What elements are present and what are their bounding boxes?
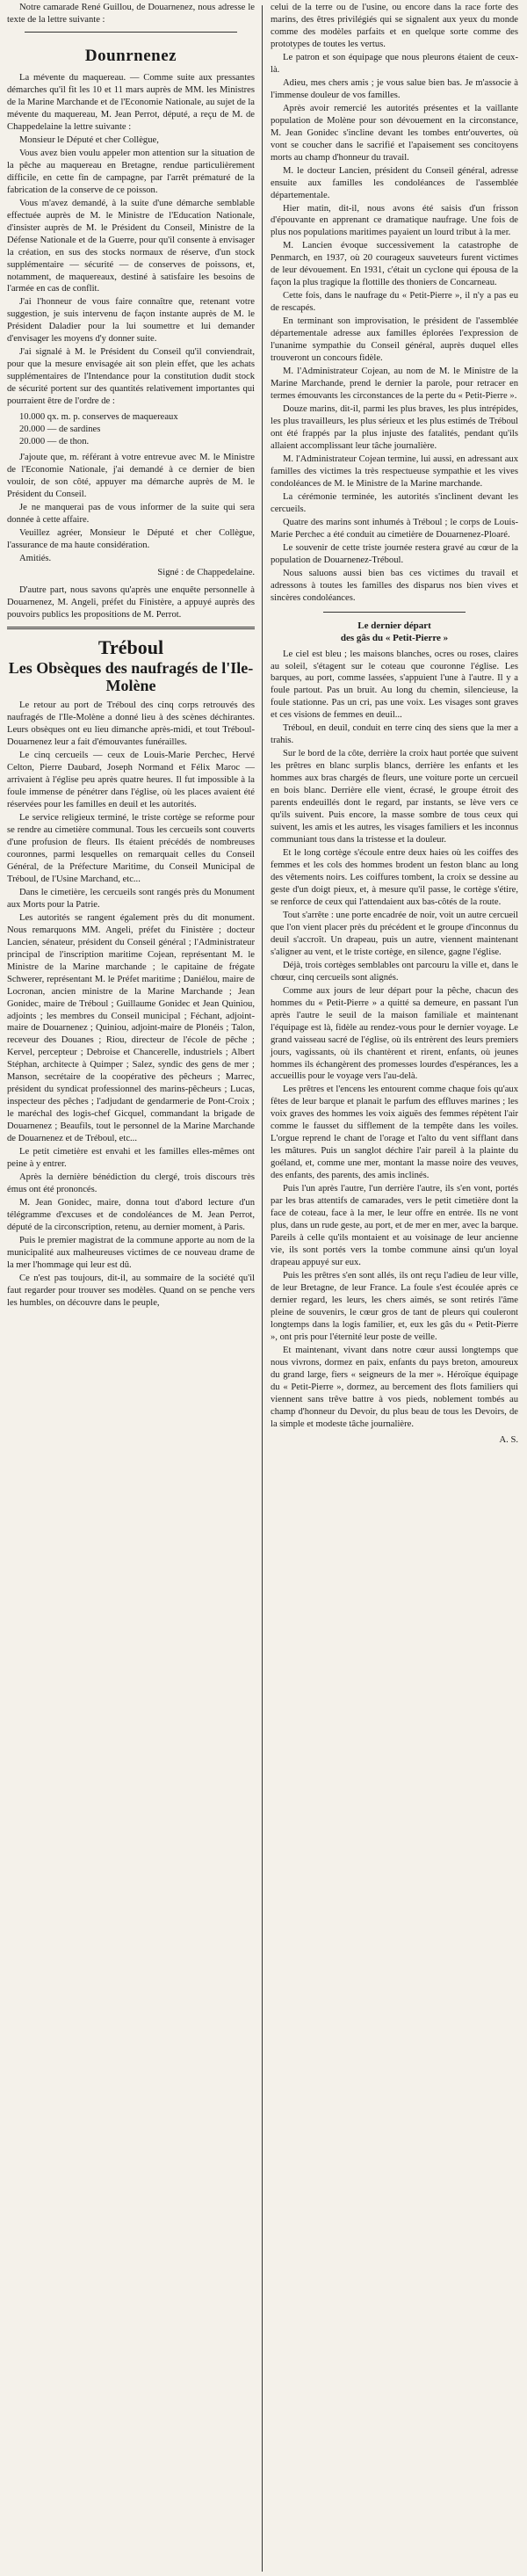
letter-salutation: Monsieur le Député et cher Collègue,	[19, 134, 159, 145]
paragraph: Comme aux jours de leur départ pour la pêche, chacun des hommes du « Petit-Pierre » a quitté sa demeure, en passant l'un après l'autre le seuil de la maison familiale et maintenant l'équipage est là, fidèle au rendez-vous pour le dernier voyage. Le grand vaisseau sacré de l'église, où ils entrèrent des leurs premiers jours, vagissants, où ils chantèrent et rirent, enfants, où jeunes hommes ils échangèrent des promesses lourdes d'espérances, les a accueillis pour le voyage vers l'au-delà.	[271, 985, 518, 1082]
paragraph: Cette fois, dans le naufrage du « Petit-Pierre », il n'y a pas eu de rescapés.	[271, 291, 518, 314]
paragraph: Dans le cimetière, les cercueils sont rangés près du Monument aux Morts pour la Patrie.	[7, 887, 255, 910]
heading-line: des gâs du « Petit-Pierre »	[340, 633, 449, 644]
paragraph: Tréboul, en deuil, conduit en terre cinq des siens que la mer a trahis.	[271, 723, 518, 746]
paragraph: M. Jean Gonidec, maire, donna tout d'abord lecture d'un télégramme d'excuses et de condoléances de M. Jean Perrot, député de la circonscription, retenu, au dernier moment, à Paris.	[7, 1198, 255, 1232]
divider	[7, 627, 255, 629]
heading-treboul: Tréboul	[97, 635, 164, 658]
paragraph: Après la dernière bénédiction du clergé, trois discours très émus ont été prononcés.	[7, 1172, 255, 1195]
paragraph: Puis le premier magistrat de la commune apporte au nom de la municipalité aux malheureuses victimes de ce nouveau drame de la mer l'hommage qui leur est dû.	[7, 1235, 255, 1270]
paragraph: Hier matin, dit-il, nous avons été saisis d'un frisson d'épouvante en apprenant ce dramatique naufrage. Une fois de plus nos populations maritimes payaient un lourd tribut à la mer.	[271, 203, 518, 238]
paragraph: Puis les prêtres s'en sont allés, ils ont reçu l'adieu de leur ville, de leur Bretagne, de leur France. La foule s'est écoulée après ce dernier regard, les leurs, les chers aimés, se sont retirés l'âme pleine de souvenirs, le cœur gros de tant de pleurs qui couleront longtemps dans la logis familier, et, eux les gâs du « Petit-Pierre », ont pris pour l'éternité leur poste de veille.	[271, 1270, 518, 1342]
quantity-row: 20.000 — de sardines	[19, 424, 101, 435]
heading-obseques: Les Obsèques des naufragés de l'Ile-Molène	[8, 658, 254, 694]
heading-dernier-depart	[271, 620, 518, 645]
paragraph: Les autorités se rangent également près du dit monument. Nous remarquons MM. Angeli, préfet du Finistère ; docteur Lancien, sénateur, président du Conseil général ; l'Administrateur principal de l'inscription maritime Cojean, représentant M. le Ministre de la Marine marchande ; le capitaine de frégate Schwerer, représentant M. le Préfet maritime ; Daniélou, maire de Locronan, ancien ministre de la Marine Marchande ; Jean Gonidec, maire de Tréboul ; Guillaume Gonidec et Jean Quiniou, adjoints ; les membres du Conseil municipal ; Féchant, adjoint-maire de Douarnenez ; Quiniou, adjoint-maire de Plonéis ; Talon, receveur des Douanes ; Riou, directeur de l'école de pêche ; Kervel, percepteur ; Debroise et Chancerelle, industriels ; Albert Stéphan, architecte à Quimper ; Salez, syndic des gens de mer ; Manson, secrétaire de la coopérative des pêcheurs ; Marrec, président du syndicat professionnel des marins-pêcheurs ; Lucas, inspecteur des pêches ; l'adjudant de gendarmerie de Pont-Croix ; le maréchal des logis-chef Gicquel, commandant la brigade de Douarnenez ; Beaufils, tout le personnel de la Marine Marchande de Douarnenez et de Tréboul, etc...	[7, 912, 255, 1144]
quantity-row: 10.000 qx. m. p. conserves de maquereaux	[19, 412, 178, 423]
paragraph: Le cinq cercueils — ceux de Louis-Marie Perchec, Hervé Celton, Pierre Daubard, Joseph Normand et Félix Maroc — arrivaient à l'église peu après quatre heures. Il fut impossible à la foule immense de pénétrer dans l'église, où les places avaient été réservées pour les familles en deuil et les autorités.	[7, 751, 255, 810]
paragraph: Vous avez bien voulu appeler mon attention sur la situation de la pêche au maquereau en Bretagne, rendue particulièrement difficile, en cette fin de campagne, par l'arrêt prématuré de la fabrication de la conserve de ce poisson.	[7, 148, 255, 195]
paragraph: Le ciel est bleu ; les maisons blanches, ocres ou roses, claires au soleil, s'étagent sur le coteau que couronne l'église. Les barques, au port, comme lassées, s'appuient l'une à l'autre. Il y a foule partout. Pas un bruit. Au long du chemin, silencieuse, la foule stationne. Pas un cri, pas une voix. Les visages sont graves et ces visions de femmes en deuil...	[271, 649, 518, 721]
signature: Signé : de Chappedelaine.	[157, 567, 255, 577]
paragraph: D'autre part, nous savons qu'après une enquête personnelle à Douarnenez, M. Angeli, préfet du Finistère, a appuyé auprès des pouvoirs publics les propositions de M. Perrot.	[7, 584, 255, 620]
author-signoff: A. S.	[499, 1434, 518, 1445]
paragraph: Tout s'arrête : une porte encadrée de noir, voit un autre cercueil que l'on vient placer près du précédent et le groupe d'inconnus du deuil s'accroît. Un drapeau, puis un autre, viennent maintenant s'aligner au vent, et le triste cortège, en silence, gagne l'église.	[271, 910, 518, 957]
article-intro: La mévente du maquereau. — Comme suite aux pressantes démarches qu'il fit les 10 et 11 mars auprès de MM. les Ministres de la Marine Marchande et de l'Economie Nationale, au sujet de la mévente du maquereau, M. Jean Perrot, député, a reçu de M. de Chappedelaine la lettre suivante :	[7, 73, 255, 132]
paragraph: M. l'Administrateur Cojean termine, lui aussi, en adressant aux familles des victimes la très respectueuse sympathie et les vives condoléances de M. le Ministre de la Marine marchande.	[271, 454, 518, 489]
paragraph: Déjà, trois cortèges semblables ont parcouru la ville et, dans le chœur, cinq cercueils sont alignés.	[271, 960, 518, 983]
paragraph: M. l'Administrateur Cojean, au nom de M. le Ministre de la Marine Marchande, prend le dernier la parole, pour retracer en termes émouvants les circonstances de la perte du « Petit-Pierre ».	[271, 366, 518, 402]
quantity-table	[19, 411, 255, 448]
paragraph: M. le docteur Lancien, président du Conseil général, adresse ensuite aux familles les condoléances de l'assemblée départementale.	[271, 165, 518, 200]
heading-line: Le dernier départ	[357, 620, 431, 631]
paragraph: Et le long cortège s'écoule entre deux haies où les coiffes des femmes et les cols des hommes brodent un feston blanc au long des vêtements noirs. Les coiffures tombent, la croix se dessine au geste d'un doigt pieux, et, à mesure qu'il passe, le cortège s'étire, se renforce de ceux qui l'attendaient aux bas-côtés de la route.	[271, 848, 518, 907]
paragraph: Le patron et son équipage que nous pleurons étaient de ceux-là.	[271, 52, 518, 75]
divider	[323, 612, 466, 613]
right-column	[267, 0, 522, 2576]
paragraph: Le service religieux terminé, le triste cortège se reforme pour se rendre au cimetière communal. Tous les cercueils sont couverts d'une profusion de fleurs. Ils étaient précédés de nombreuses couronnes, parmi lesquelles on remarquait celles du Conseil Général, de la Préfecture Maritime, du Conseil Municipal de Tréboul, de l'Usine Marchand, etc...	[7, 813, 255, 884]
paragraph: Le souvenir de cette triste journée restera gravé au cœur de la population de Douarnenez-Tréboul.	[271, 542, 518, 565]
divider	[25, 32, 237, 33]
paragraph: Veuillez agréer, Monsieur le Député et cher Collègue, l'assurance de ma haute considération.	[7, 527, 255, 550]
paragraph: Et maintenant, vivant dans notre cœur aussi longtemps que nous vivrons, dormez en paix, enfants du pays breton, amoureux du grand large, fiers « seigneurs de la mer ». Héroïque équipage du « Petit-Pierre », dormez, au bercement des flots familiers qui viennent sans trêve battre à vos pieds, noblement tombés au champ d'honneur du Devoir, du plus beau de tous les Devoirs, de la simple et modeste tâche journalière.	[271, 1345, 518, 1429]
paragraph: Le retour au port de Tréboul des cinq corps retrouvés des naufragés de l'Ile-Molène a donné lieu à des scènes déchirantes. Leurs obsèques ont eu lieu dimanche après-midi, et tout Tréboul-Douarnenez leur a fait d'émouvantes funérailles.	[7, 700, 255, 748]
paragraph: Après avoir remercié les autorités présentes et la vaillante population de Molène pour son dévouement en la circonstance, M. Jean Gonidec s'incline devant les tombes entr'ouvertes, où vont se coucher dans le sacrifié et l'apaisement ses concitoyens morts au champ d'honneur du travail.	[271, 103, 518, 163]
paragraph: Notre camarade René Guillou, de Douarnenez, nous adresse le texte de la lettre suivante :	[7, 3, 255, 25]
paragraph: Adieu, mes chers amis ; je vous salue bien bas. Je m'associe à l'immense douleur de vos familles.	[271, 77, 518, 100]
left-column	[4, 0, 258, 2576]
paragraph: Sur le bord de la côte, derrière la croix haut portée que suivent les prêtres en blanc surplis blancs, derrière les enfants et les hommes aux bras chargés de fleurs, une voiture porte un cercueil en bois blanc. Derrière elle vient, écrasé, le groupe étroit des parents endeuillés dont le regard, par instants, se lève vers ce qu'ils suivent. Puis encore, la masse sombre de tous ceux qui suivent, les amis et les autres, les visages familiers et les inconnus communiant tous dans la tristesse et la douleur.	[271, 749, 518, 845]
paragraph: Vous m'avez demandé, à la suite d'une démarche semblable effectuée auprès de M. le Ministre de l'Education Nationale, d'insister auprès de M. le Président du Conseil, Ministre de la Défense Nationale et de la Guerre, pour qu'il consente à envisager la création, en sus des stocks normaux de réserve, d'un stock supplémentaire — sécurité — de conserves de poissons, et, notamment, de maquereaux, destiné à satisfaire les besoins de l'armée en cas de conflit.	[7, 198, 255, 294]
paragraph: Douze marins, dit-il, parmi les plus braves, les plus intrépides, les plus travailleurs, les plus sérieux et les plus estimés de Tréboul ont été frappés par la plus injuste des fatalités, pendant qu'ils allaient accomplissant leur tâche journalière.	[271, 404, 518, 451]
paragraph: Puis l'un après l'autre, l'un derrière l'autre, ils s'en vont, portés par les bras attentifs de camarades, vers le petit cimetière dont la face de coteau, face à la mer, le leur offre en entrée. Ils ne vont plus, dans un rude geste, au port, et de mer en mer, avec la barque. Pareils à celle qu'ils montaient et au voisinage de leur ancienne vie, ils sont portés vers la tombe commune ainsi qu'un loyal drapeau appuyé sur eux.	[271, 1184, 518, 1267]
paragraph: Les prêtres et l'encens les entourent comme chaque fois qu'aux fêtes de leur barque et planait le parfum des effluves marines ; les voix graves des hommes les voix aiguës des femmes répètent l'air comme le fausset du sifflement de la tempête dans les voiles. L'orgue reprend le chant de l'orage et l'alto du vent sifflant dans les mâtures. Puis un sanglot déchire l'air pareil à la plainte du goéland, et, comme une mer, montant la masse noire des veuves, des enfants, des parents, des amis inclinés.	[271, 1085, 518, 1181]
paragraph: Nous saluons aussi bien bas ces victimes du travail et adressons à toutes les familles des disparus nos bien vives et sincères condoléances.	[271, 568, 518, 603]
heading-douarnenez: Dounrnenez	[84, 46, 177, 65]
paragraph: Le petit cimetière est envahi et les familles elles-mêmes ont peine à y entrer.	[7, 1147, 255, 1170]
paragraph: J'ai l'honneur de vous faire connaître que, retenant votre suggestion, je suis intervenu de façon instante auprès de M. le Président Daladier pour la lui soumettre et lui demander d'envisager les moyens d'y donner suite.	[7, 297, 255, 345]
amities: Amitiés.	[19, 553, 52, 563]
paragraph: Ce n'est pas toujours, dit-il, au sommaire de la société qu'il faut regarder pour trouver ses modèles. Quand on se penche vers les humbles, on découvre dans le peuple,	[7, 1273, 255, 1308]
paragraph: J'ajoute que, m. référant à votre entrevue avec M. le Ministre de l'Economie Nationale, j'ai demandé à ce dernier de bien vouloir, de son côté, appuyer ma démarche auprès de M. le Président du Conseil.	[7, 453, 255, 499]
column-rule	[262, 5, 263, 2572]
paragraph: En terminant son improvisation, le président de l'assemblée départementale adresse aux familles éplorées l'expression de l'unanime sympathie du Conseil général, auprès duquel elles trouveront un concours fidèle.	[271, 316, 518, 364]
paragraph: celui de la terre ou de l'usine, ou encore dans la race forte des marins, des êtres privilégiés qui se signalent aux yeux du monde comme des modèles parfaits et en quelque sorte comme des prototypes de toutes les vertus.	[271, 3, 518, 49]
paragraph: La cérémonie terminée, les autorités s'inclinent devant les cercueils.	[271, 491, 518, 514]
quantity-row: 20.000 — de thon.	[19, 437, 90, 447]
paragraph: Quatre des marins sont inhumés à Tréboul ; le corps de Louis-Marie Perchec a été conduit au cimetière de Douarnenez-Ploaré.	[271, 517, 518, 540]
paragraph: M. Lancien évoque successivement la catastrophe de Penmarch, en 1937, où 20 courageux sauveteurs furent victimes de leur dévouement. En 1931, c'était un cyclone qui épousa de la façon la plus tragique la flottille des thoniers de Concarneau.	[271, 241, 518, 288]
paragraph: J'ai signalé à M. le Président du Conseil qu'il conviendrait, pour que la mesure envisagée ait son plein effet, que les achats supplémentaires de l'Intendance pour la constitution dudit stock de sécurité portent sur des quantités relativement importantes qui pourraient être de l'ordre de :	[7, 347, 255, 407]
paragraph: Je ne manquerai pas de vous informer de la suite qui sera donnée à cette affaire.	[7, 502, 255, 525]
